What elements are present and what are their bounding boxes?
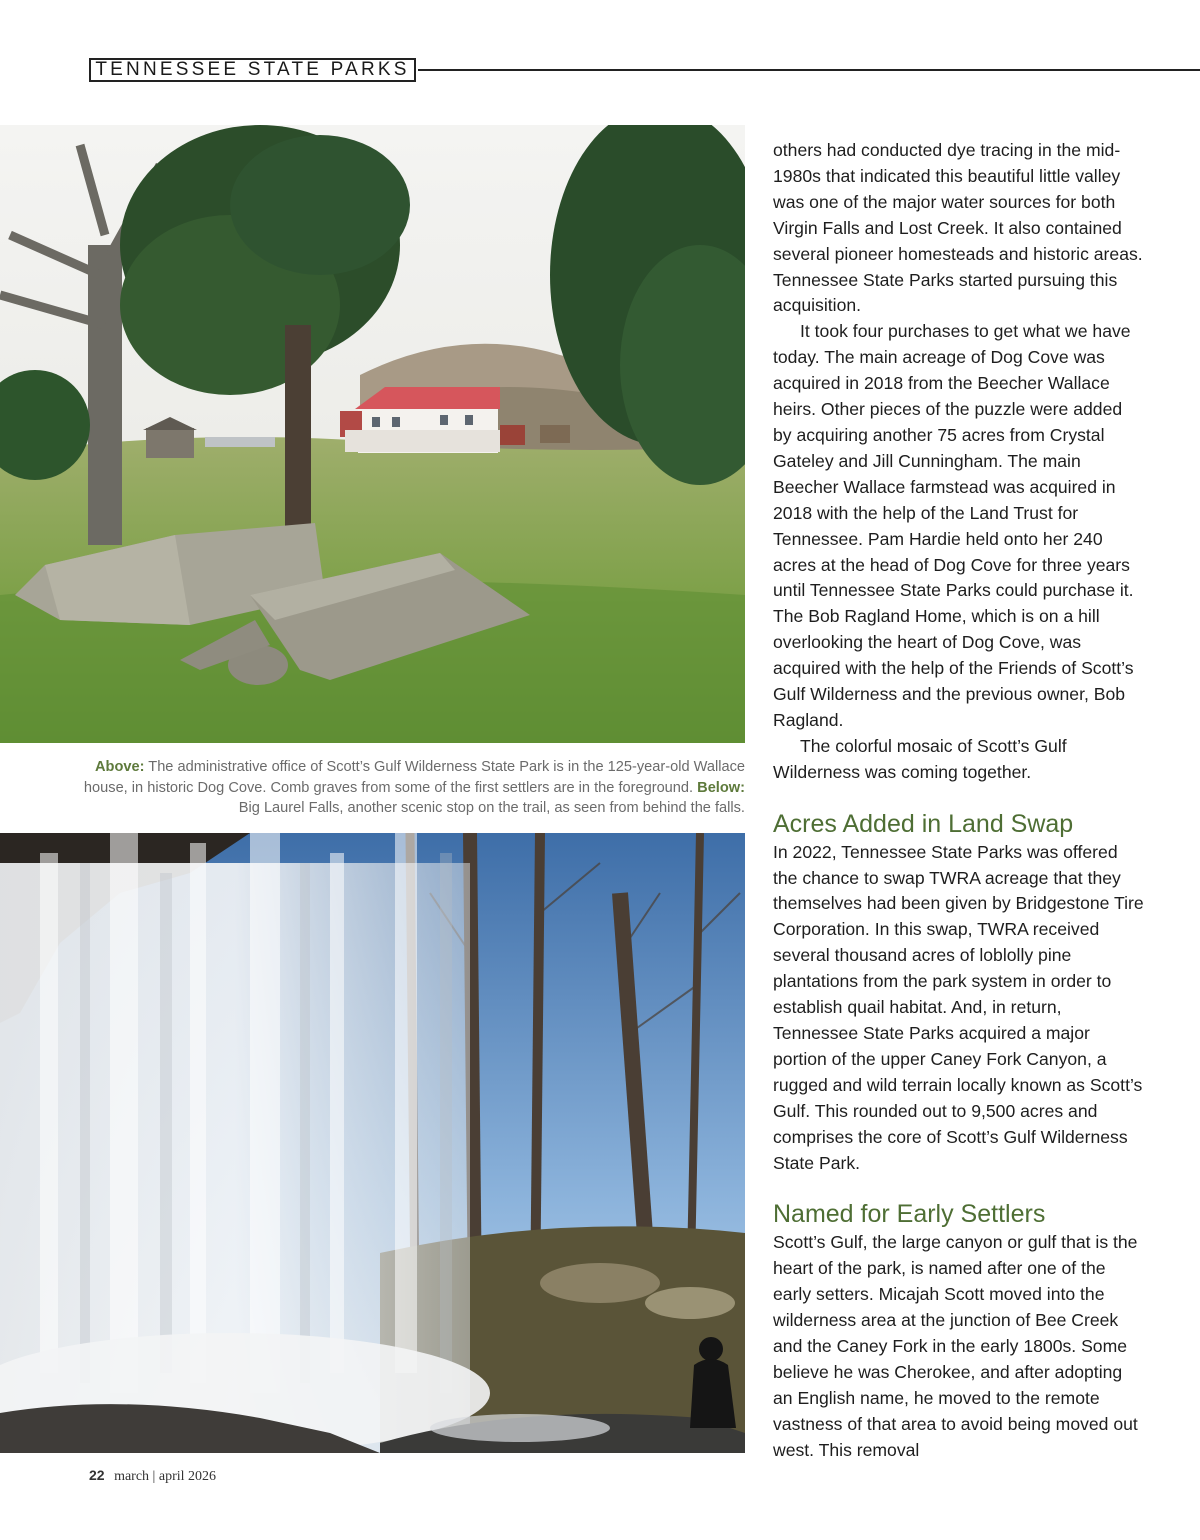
article-paragraph: others had conducted dye tracing in the mid-1980s that indicated this beautiful little valley was one of the major water sources for both Virgin Falls and Lost Creek. It also contained several pioneer homesteads and historic areas. Tennessee State Parks started pursuing this acquisition.	[773, 140, 1143, 316]
caption-above-text: The administrative office of Scott’s Gulf Wilderness State Park is in the 125-year-old Wallace house, in historic Dog Cove. Comb graves from some of the first settlers are in the foreground.	[83, 759, 745, 796]
section-title: TENNESSEE STATE PARKS	[89, 58, 416, 82]
subheading-land-swap: Acres Added in Land Swap	[773, 809, 1074, 838]
page-number: 22	[89, 1467, 105, 1483]
article-paragraph: It took four purchases to get what we have today. The main acreage of Dog Cove was acquired in 2018 from the Beecher Wallace heirs. Other pieces of the puzzle were added by acquiring another 75 acres from Crystal Gateley and Jill Cunningham. The main Beecher Wallace farmstead was acquired in 2018 with the help of the Land Trust for Tennessee. Pam Hardie held onto her 240 acres at the head of Dog Cove for three years until Tennessee State Parks could purchase it. The Bob Ragland Home, which is on a hill overlooking the heart of Dog Cove, was acquired with the help of the Friends of Scott’s Gulf Wilderness and the previous owner, Bob Ragland.	[773, 321, 1134, 730]
issue-date: march | april 2026	[114, 1469, 217, 1484]
article-paragraph: The colorful mosaic of Scott’s Gulf Wilderness was coming together.	[773, 735, 1067, 782]
header-rule	[418, 69, 1200, 71]
caption-above-label: Above:	[95, 759, 145, 775]
photo-big-laurel-falls	[0, 833, 745, 1453]
photo-caption	[80, 757, 745, 819]
caption-below-text: Big Laurel Falls, another scenic stop on the trail, as seen from behind the falls.	[238, 800, 745, 816]
article-paragraph: Scott’s Gulf, the large canyon or gulf that is the heart of the park, is named after one of the early setters. Micajah Scott moved into the wilderness area at the junction of Bee Creek and the Caney Fork in the early 1800s. Some believe he was Cherokee, and after adopting an English name, he moved to the remote vastness of that area to avoid being moved out west. This removal	[773, 1232, 1138, 1460]
caption-below-label: Below:	[697, 779, 745, 796]
photo-wallace-house	[0, 125, 745, 743]
article-column	[773, 138, 1145, 1464]
page-footer	[89, 1467, 216, 1485]
subheading-named-for-settlers: Named for Early Settlers	[773, 1200, 1046, 1229]
article-paragraph: In 2022, Tennessee State Parks was offered the chance to swap TWRA acreage that they themselves had been given by Bridgestone Tire Corporation. In this swap, TWRA received several thousand acres of loblolly pine plantations from the park system in order to establish quail habitat. And, in return, Tennessee State Parks acquired a major portion of the upper Caney Fork Canyon, a rugged and wild terrain locally known as Scott’s Gulf. This rounded out to 9,500 acres and comprises the core of Scott’s Gulf Wilderness State Park.	[773, 841, 1144, 1173]
